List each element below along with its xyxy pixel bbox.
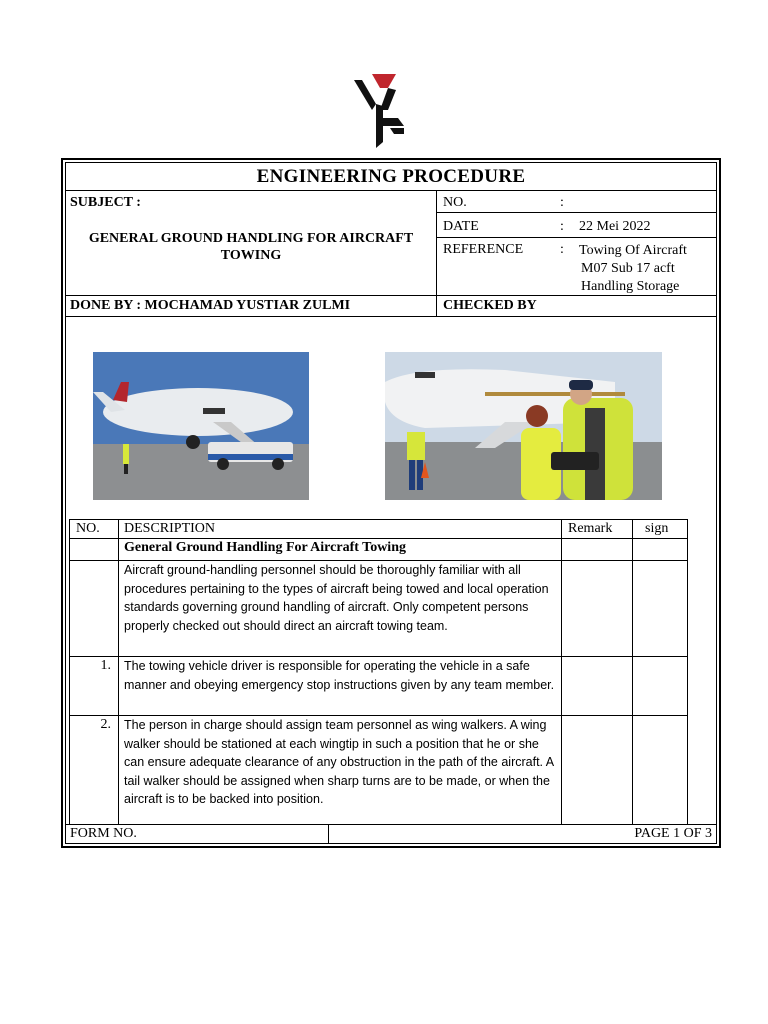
checked-by: CHECKED BY — [443, 298, 537, 313]
row-number: 2. — [100, 717, 111, 732]
reference-label: REFERENCE — [443, 242, 524, 257]
subject-text: GENERAL GROUND HANDLING FOR AIRCRAFT TOWING — [88, 231, 414, 263]
form-no: FORM NO. — [70, 826, 137, 841]
reference-colon: : — [560, 242, 564, 257]
date-label: DATE — [443, 219, 479, 234]
aircraft-towing-photo-1 — [93, 352, 309, 500]
col-header-remark: Remark — [568, 521, 613, 536]
row-number: 1. — [100, 658, 111, 673]
reference-line: M07 Sub 17 acft — [581, 261, 675, 276]
no-label: NO. — [443, 195, 467, 210]
page-number: PAGE 1 OF 3 — [634, 826, 712, 841]
subject-label: SUBJECT : — [70, 195, 141, 210]
reference-value — [579, 242, 687, 296]
col-header-description: DESCRIPTION — [124, 521, 216, 536]
reference-line: Towing Of Aircraft — [579, 243, 687, 258]
document-title: ENGINEERING PROCEDURE — [256, 166, 526, 187]
section-title: General Ground Handling For Aircraft Towing — [124, 540, 406, 555]
done-by: DONE BY : MOCHAMAD YUSTIAR ZULMI — [70, 298, 351, 313]
intro-paragraph: Aircraft ground-handling personnel should be thoroughly familiar with all procedures pertaining to the types of aircraft being towed and local operation standards governing ground handling of aircraft. Only competent persons properly checked out should direct an aircraft towing team. — [124, 563, 549, 633]
company-logo — [350, 70, 408, 152]
reference-line: Handling Storage — [581, 279, 680, 294]
no-colon: : — [560, 195, 564, 210]
col-header-sign: sign — [645, 521, 669, 536]
row-text: The person in charge should assign team personnel as wing walkers. A wing walker should be stationed at each wingtip in such a position that he or she can ensure adequate clearance of any obstruction in the path of the aircraft. A tail walker should be assigned when sharp turns are to be made, or when the aircraft is to be backed into position. — [124, 718, 554, 806]
date-colon: : — [560, 219, 564, 234]
row-text: The towing vehicle driver is responsible for operating the vehicle in a safe manner and obeying emergency stop instructions given by any team member. — [124, 659, 555, 692]
aircraft-towing-photo-2 — [385, 352, 662, 500]
col-header-no: NO. — [76, 521, 100, 536]
date-value: 22 Mei 2022 — [579, 219, 651, 234]
